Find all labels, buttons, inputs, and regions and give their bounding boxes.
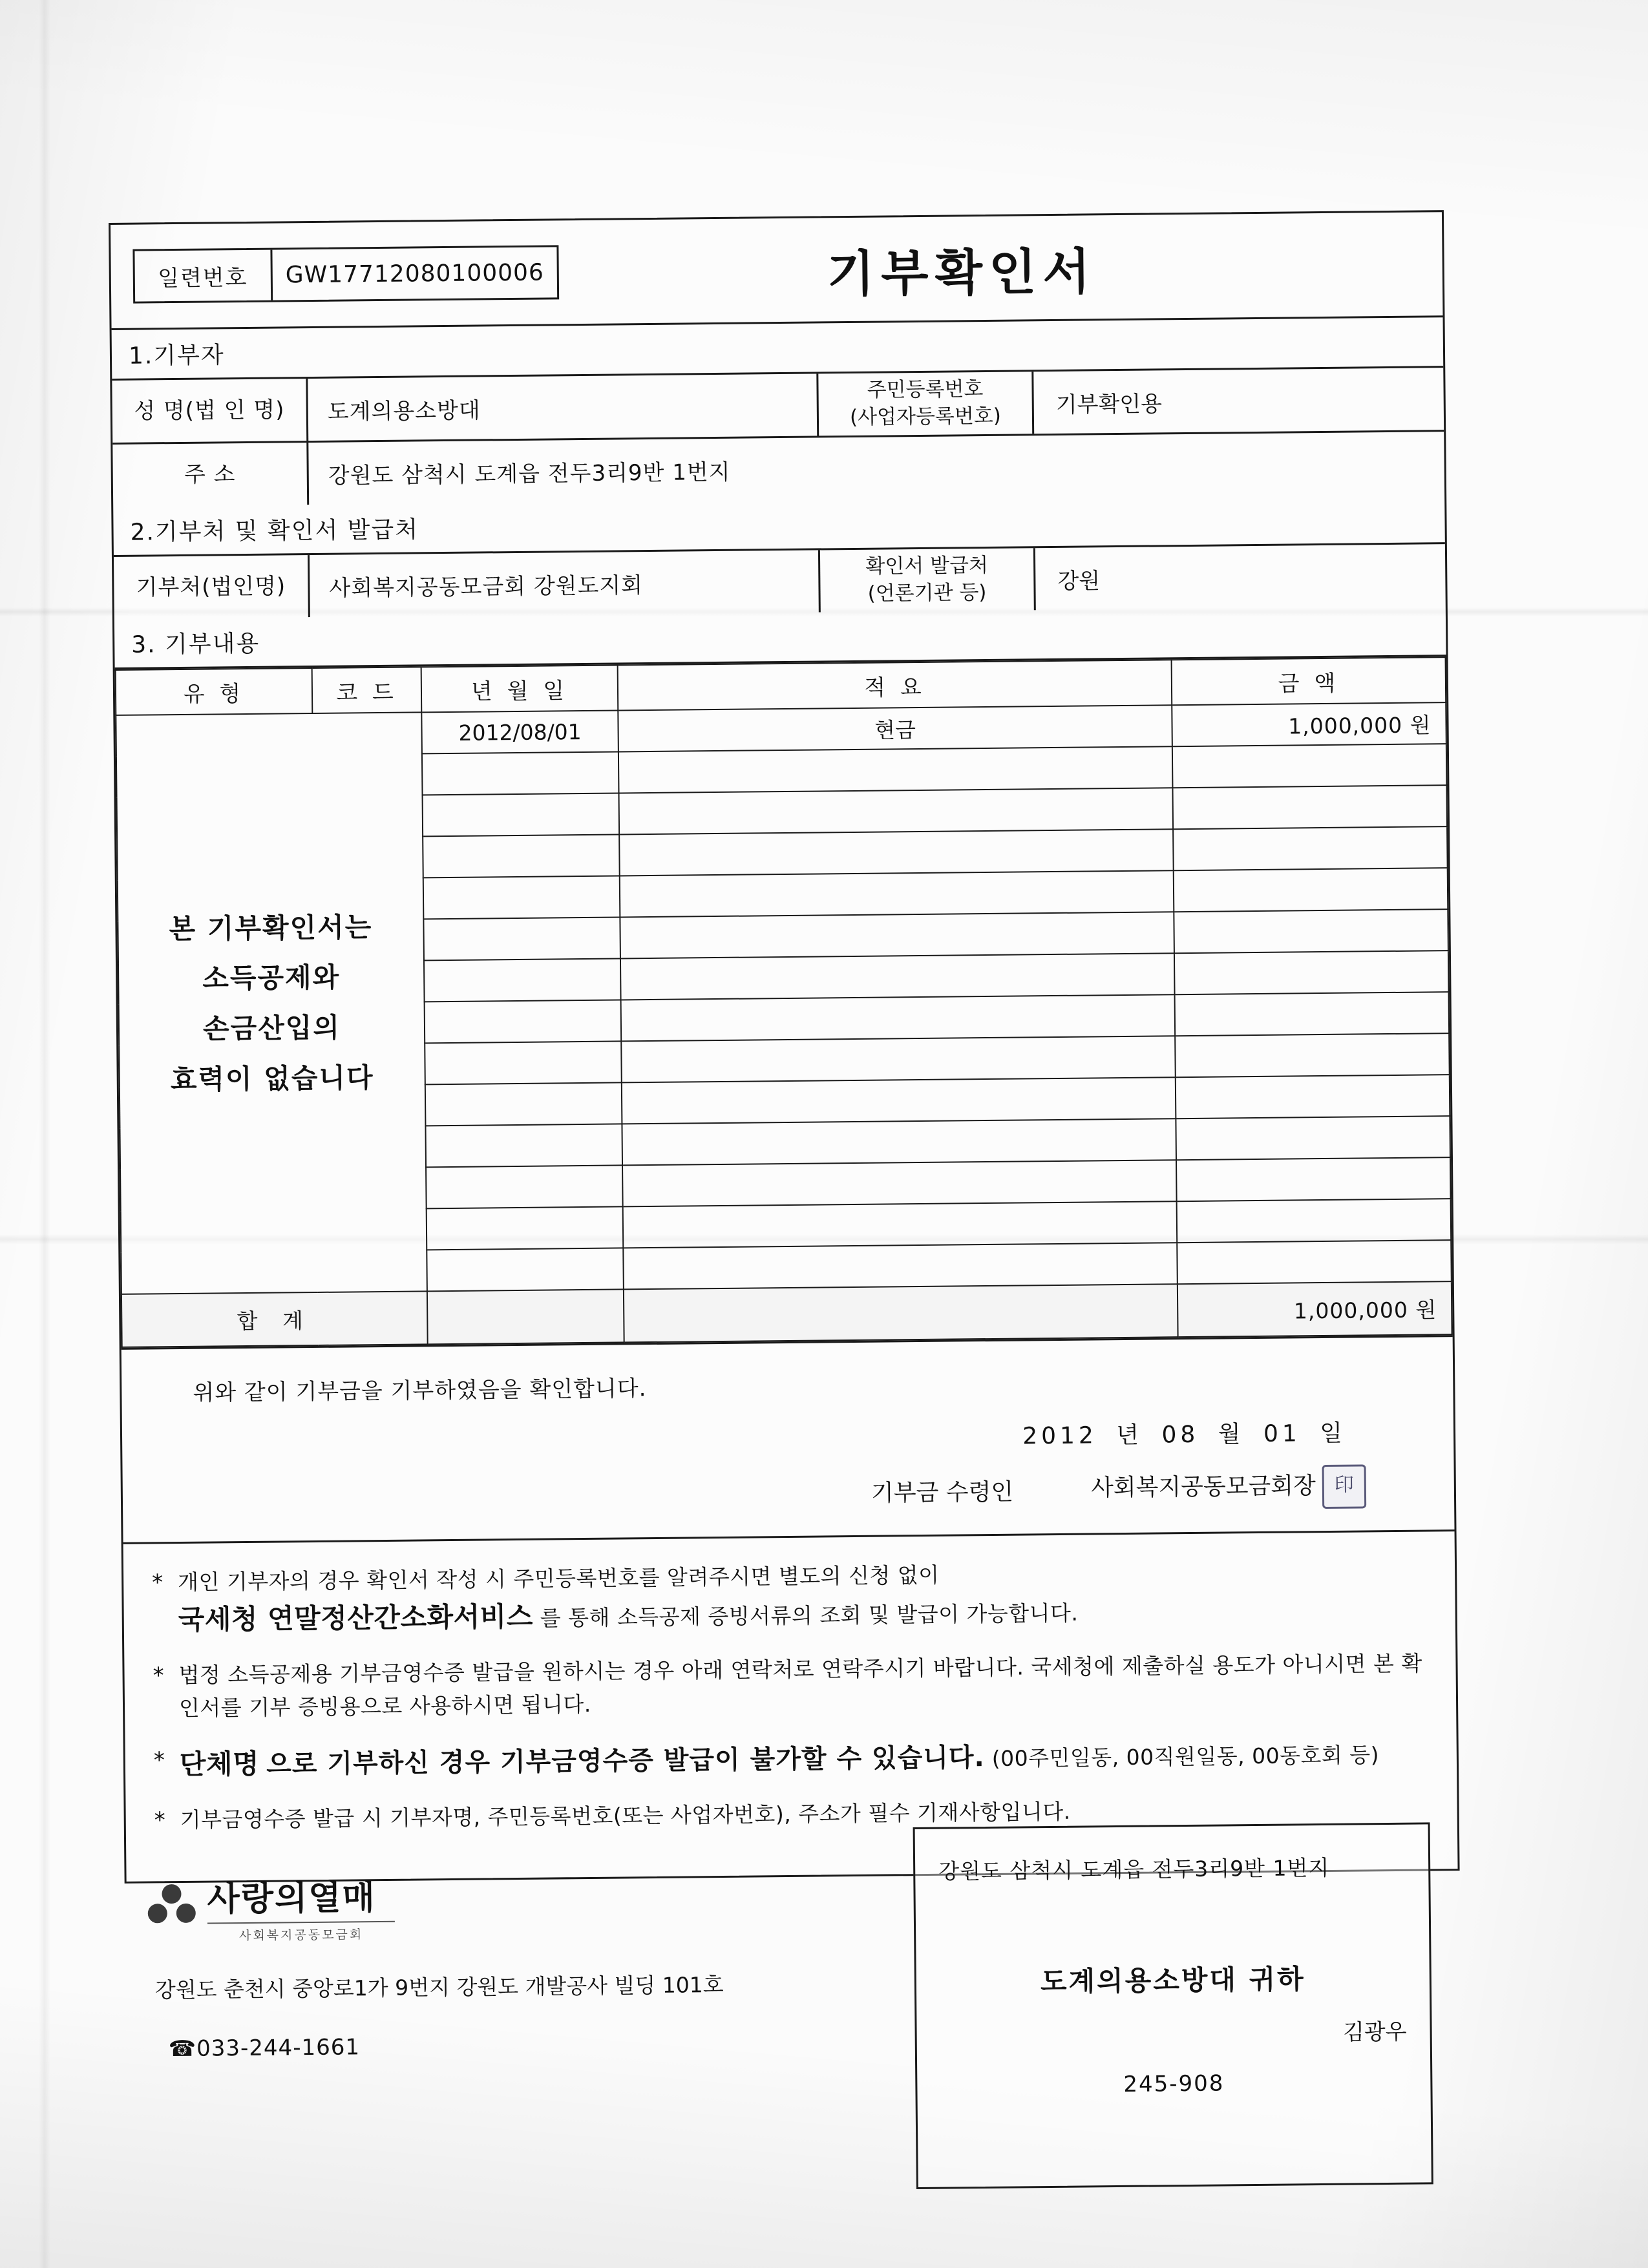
row-description	[622, 1118, 1176, 1165]
confirmation-day: 01	[1263, 1420, 1302, 1447]
note-tail: 를 통해 소득공제 증빙서류의 조회 및 발급이 가능합니다.	[540, 1600, 1079, 1631]
row-description	[620, 870, 1174, 917]
donor-rrn-value: 기부확인용	[1055, 390, 1163, 418]
sender-phone-number: 033-244-1661	[196, 2033, 361, 2062]
note-body: 기부금영수증 발급 시 기부자명, 주민등록번호(또는 사업자번호), 주소가 필수 기재사항입니다.	[180, 1798, 1071, 1832]
logo-text: 사랑의열매	[207, 1878, 377, 1919]
note-emphasis: 으로 기부하신 경우 기부금영수증 발급이 불가할 수 있습니다.	[266, 1742, 985, 1780]
row-date: 2012/08/01	[421, 710, 618, 753]
confirmation-day-unit: 일	[1320, 1420, 1347, 1447]
organization-row	[114, 544, 1446, 619]
row-amount	[1175, 992, 1450, 1036]
phone-icon: ☎	[168, 2035, 197, 2062]
logo-text-wrap	[207, 1870, 395, 1944]
logo-dot-left	[148, 1904, 167, 1923]
donation-table-body	[116, 702, 1452, 1347]
note-emphasis: 국세청 연말정산간소화서비스	[178, 1600, 534, 1636]
row-date	[423, 834, 620, 877]
note-item	[152, 1554, 1427, 1641]
issuer-label-line2: (언론기관 등)	[867, 580, 987, 605]
row-date	[426, 1165, 623, 1208]
row-date	[424, 958, 621, 1002]
confirmation-month: 08	[1161, 1421, 1199, 1449]
total-amount: 1,000,000 원	[1178, 1281, 1452, 1337]
column-header-type: 유 형	[116, 668, 313, 715]
row-amount	[1174, 950, 1449, 994]
fruit-of-love-icon	[147, 1884, 196, 1933]
note-tail: (00주민일동, 00직원일동, 00동호회 등)	[991, 1741, 1380, 1771]
row-date	[425, 1082, 622, 1126]
row-date	[427, 1206, 624, 1250]
note-bullet-icon: *	[153, 1747, 165, 1773]
serial-number-label: 일련번호	[134, 250, 273, 302]
sender-address: 강원도 춘천시 중앙로1가 9번지 강원도 개발공사 빌딩 101호	[154, 1971, 724, 2003]
donor-name-value: 도계의용소방대	[327, 397, 481, 425]
row-description	[623, 1201, 1178, 1248]
section-3-heading: 3. 기부내용	[114, 606, 1446, 669]
certificate-header	[111, 212, 1442, 330]
receiver-label: 기부금 수령인	[871, 1478, 1014, 1507]
donor-rrn-label-line2: (사업자등록번호)	[849, 404, 1002, 430]
organization-label: 기부처(법인명)	[114, 555, 310, 619]
row-description	[622, 1077, 1176, 1124]
official-seal-icon: 印	[1322, 1464, 1367, 1509]
donor-rrn-label	[816, 372, 1034, 436]
note-item	[154, 1731, 1429, 1785]
donor-info-block	[112, 368, 1444, 507]
donor-address-row	[112, 432, 1444, 507]
organization-info-block	[114, 544, 1446, 619]
row-amount	[1174, 868, 1448, 912]
donor-name-label: 성 명(법 인 명)	[112, 379, 308, 443]
confirmation-year-unit: 년	[1116, 1422, 1143, 1449]
donor-rrn-label-line1: 주민등록번호	[867, 377, 984, 402]
row-date	[423, 876, 620, 919]
row-description	[620, 953, 1175, 1000]
row-amount	[1176, 1075, 1450, 1118]
row-description	[621, 1036, 1176, 1082]
row-amount	[1176, 1116, 1450, 1160]
recipient-zip: 245-908	[1123, 2070, 1225, 2097]
confirmation-month-unit: 월	[1218, 1421, 1245, 1448]
logo-dot-right	[176, 1904, 196, 1923]
note-item	[153, 1647, 1428, 1725]
note-lead: 개인 기부자의 경우 확인서 작성 시 주민등록번호를 알려주시면 별도의 신청 없이	[178, 1562, 940, 1595]
issuer-value: 강원	[1057, 567, 1101, 594]
note-body: 법정 소득공제용 기부금영수증 발급을 원하시는 경우 아래 연락처로 연락주시기 바랍니다. 국세청에 제출하실 용도가 아니시면 본 확인서를 기부 증빙용으로 사용하시면 됩니다.	[178, 1650, 1422, 1721]
total-spacer-desc	[624, 1284, 1178, 1342]
confirmation-block	[121, 1335, 1455, 1544]
void-stamp-line-4: 효력이 없습니다	[170, 1061, 374, 1095]
sender-block	[147, 1865, 847, 2062]
row-amount	[1172, 785, 1447, 829]
row-amount	[1174, 909, 1448, 953]
row-amount	[1172, 744, 1447, 788]
row-description	[619, 829, 1174, 876]
row-description	[621, 994, 1176, 1041]
issuer-label	[818, 548, 1036, 612]
recipient-name: 도계의용소방대 귀하	[1040, 1963, 1305, 1998]
column-header-description: 적 요	[618, 660, 1172, 710]
void-stamp-line-1: 본 기부확인서는	[169, 910, 373, 945]
row-amount	[1177, 1199, 1452, 1243]
issuer-label-line1: 확인서 발급처	[865, 554, 989, 578]
note-body	[180, 1731, 1429, 1785]
row-date	[427, 1248, 624, 1291]
certificate-frame	[109, 210, 1460, 1884]
donor-address-value: 강원도 삼척시 도계읍 전두3리9반 1번지	[328, 459, 731, 489]
void-stamp-line-3: 손금산입의	[202, 1011, 341, 1045]
logo-subtext: 사회복지공동모금회	[207, 1921, 395, 1944]
row-description	[623, 1243, 1178, 1289]
note-bullet-icon: *	[153, 1663, 165, 1689]
note-lead: 단체명	[179, 1747, 260, 1780]
row-amount	[1176, 1157, 1451, 1201]
donor-name-row	[112, 368, 1444, 445]
organization-value: 사회복지공동모금회 강원도지회	[329, 572, 644, 602]
note-body	[178, 1554, 1427, 1641]
donor-address-label: 주 소	[112, 443, 309, 507]
row-date	[425, 1000, 622, 1043]
row-amount	[1177, 1240, 1452, 1284]
column-header-date: 년 월 일	[421, 665, 618, 712]
column-header-amount: 금 액	[1172, 657, 1446, 705]
total-label: 합 계	[121, 1291, 428, 1347]
recipient-block	[913, 1822, 1433, 2189]
recipient-person: 김광우	[1342, 2019, 1407, 2046]
donation-details-table	[115, 656, 1453, 1348]
receiver-name: 사회복지공동모금회장	[1090, 1473, 1316, 1502]
row-description	[622, 1160, 1177, 1206]
section-1-heading: 1.기부자	[112, 317, 1444, 381]
confirmation-year: 2012	[1022, 1422, 1098, 1450]
row-description	[619, 788, 1174, 834]
section-2-heading: 2.기부처 및 확인서 발급처	[113, 494, 1445, 557]
recipient-address: 강원도 삼척시 도계읍 전두3리9반 1번지	[938, 1854, 1330, 1884]
page-title: 기부확인서	[827, 242, 1097, 302]
column-header-code: 코 드	[312, 667, 422, 713]
row-date	[422, 751, 619, 795]
note-bullet-icon: *	[154, 1807, 166, 1834]
void-stamp-line-2: 소득공제와	[202, 961, 341, 994]
row-description	[618, 746, 1173, 793]
confirmation-statement: 위와 같이 기부금을 기부하였음을 확인합니다.	[193, 1376, 647, 1406]
serial-number-box	[132, 245, 559, 303]
row-description: 현금	[618, 705, 1172, 751]
row-amount	[1173, 826, 1448, 870]
row-description	[620, 912, 1174, 958]
row-amount	[1175, 1033, 1450, 1077]
row-date	[425, 1041, 622, 1084]
row-date	[423, 917, 620, 960]
row-amount: 1,000,000 원	[1172, 702, 1446, 746]
logo-dot-top	[162, 1884, 181, 1904]
organization-logo	[147, 1865, 846, 1944]
donation-certificate-document	[109, 210, 1460, 1884]
serial-number-value: GW17712080100006	[285, 259, 545, 288]
row-date	[425, 1124, 622, 1167]
receiver-name-wrap	[1091, 1464, 1366, 1511]
total-spacer-date	[427, 1289, 624, 1344]
void-stamp-notice	[116, 712, 427, 1294]
row-date	[423, 793, 620, 836]
note-bullet-icon: *	[152, 1570, 164, 1596]
